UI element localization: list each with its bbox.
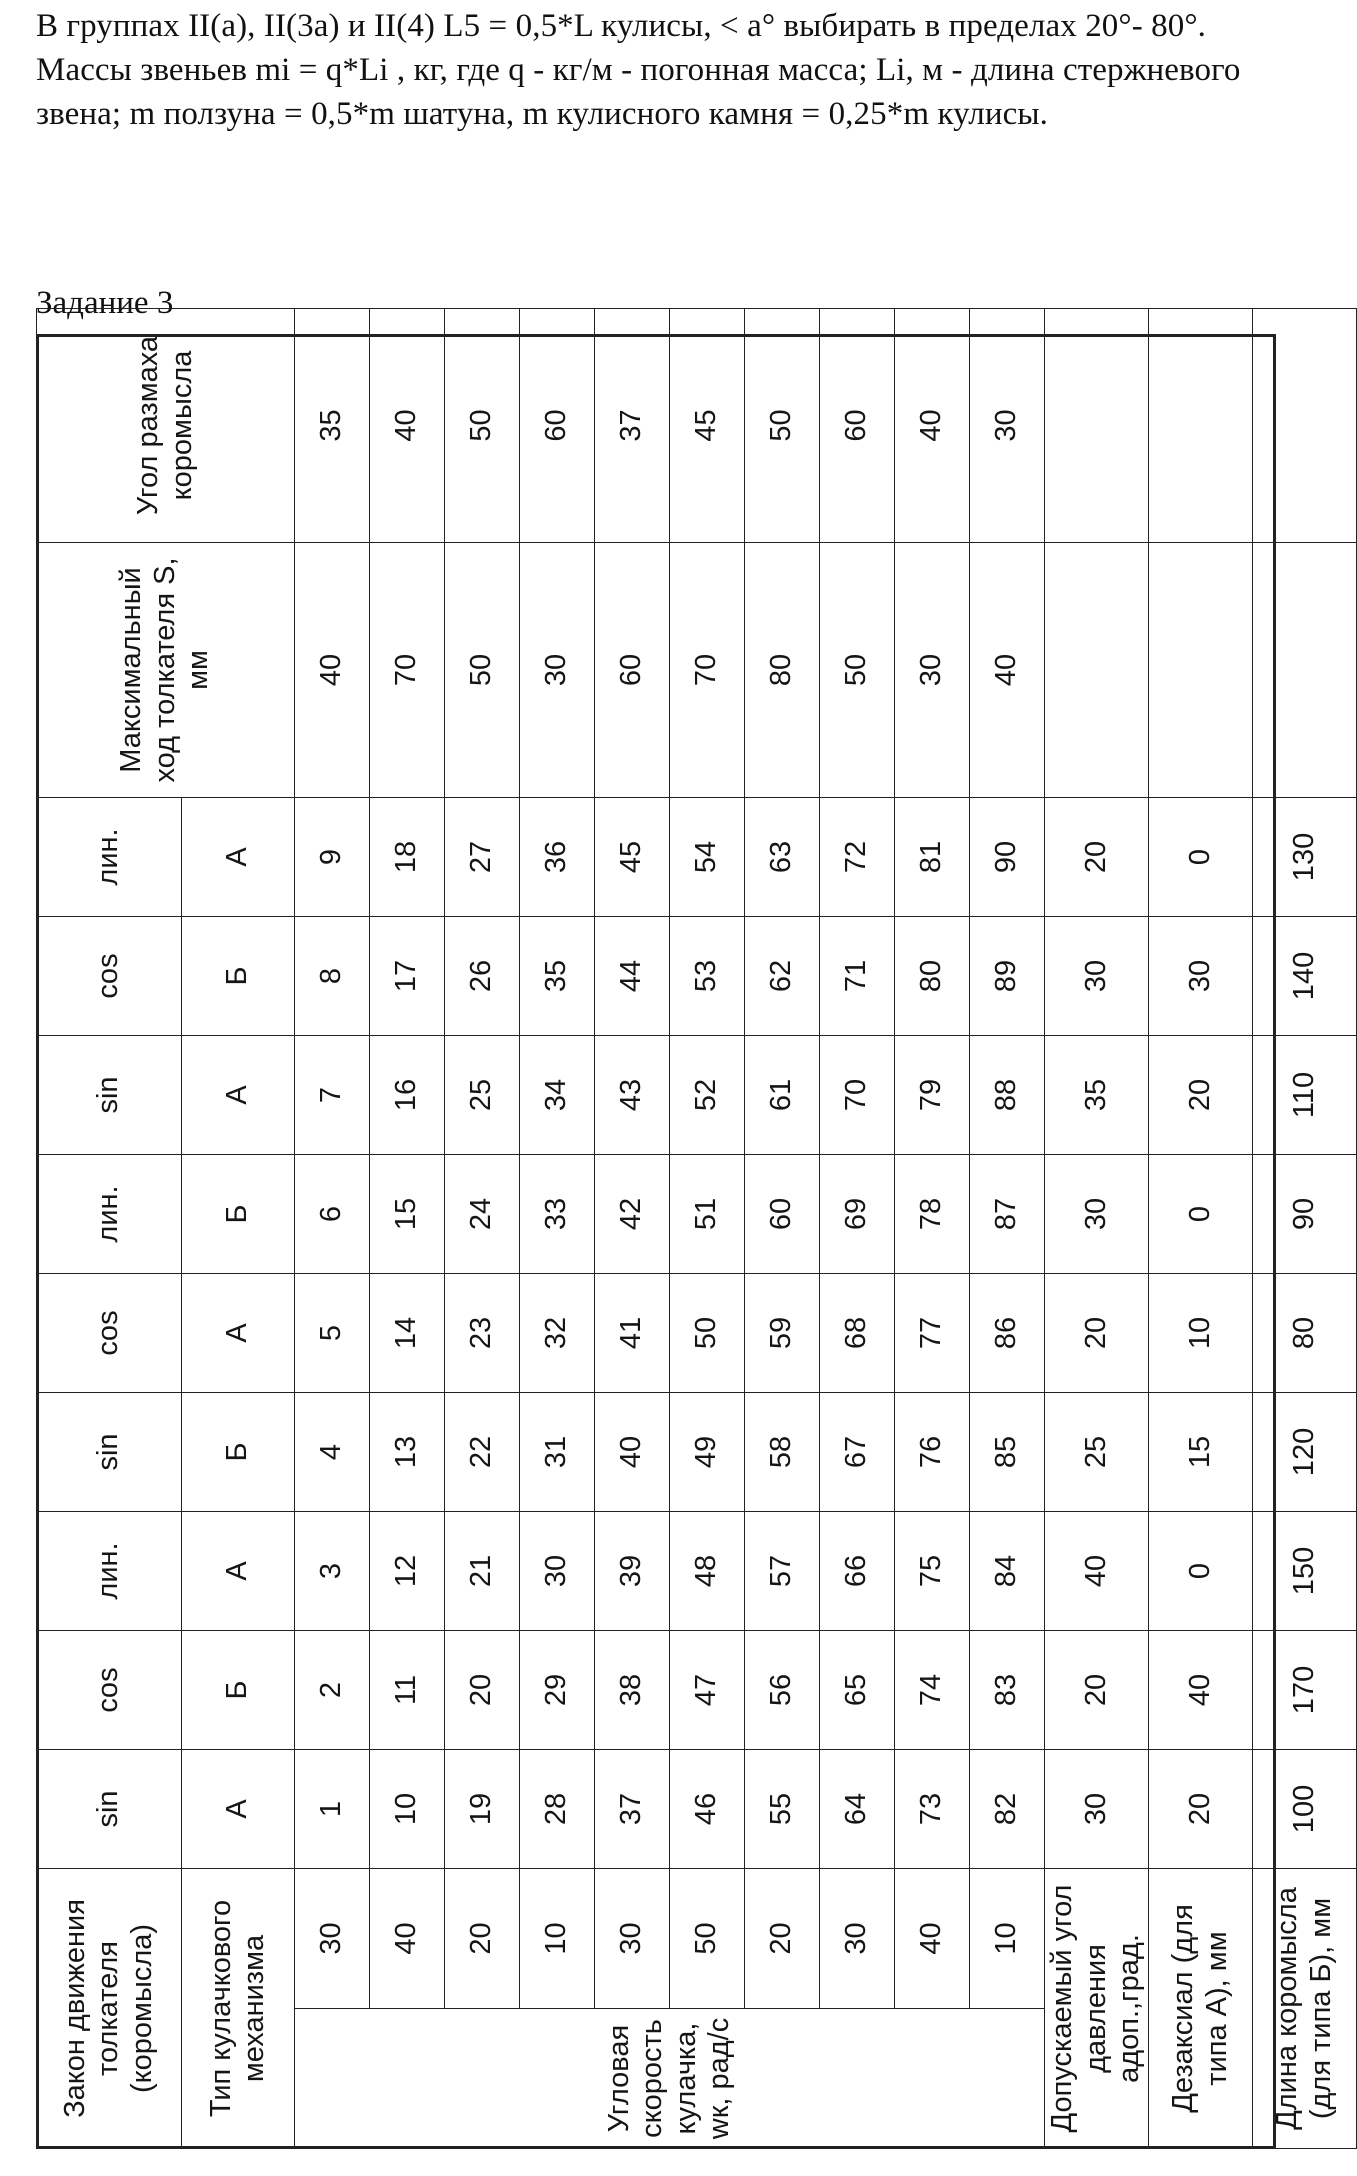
variant-cell: 34 [520, 1035, 595, 1154]
variant-cell: 48 [670, 1511, 745, 1630]
variant-cell: 85 [970, 1392, 1045, 1511]
type-cell: А [182, 1035, 295, 1154]
footer-label: Допускаемый угол давления aдоп.,град. [1045, 1868, 1149, 2148]
angle-cell: 60 [820, 308, 895, 542]
type-cell: Б [182, 916, 295, 1035]
law-cell: cos [37, 1273, 182, 1392]
variant-cell: 9 [295, 797, 370, 916]
variant-cell: 10 [370, 1749, 445, 1868]
variant-cell: 19 [445, 1749, 520, 1868]
variant-cell: 56 [745, 1630, 820, 1749]
footer-cell: 30 [1045, 916, 1149, 1035]
variant-cell: 2 [295, 1630, 370, 1749]
footer-cell: 40 [1149, 1630, 1253, 1749]
variant-cell: 24 [445, 1154, 520, 1273]
speed-cell: 40 [370, 1868, 445, 2008]
variant-cell: 20 [445, 1630, 520, 1749]
variant-cell: 21 [445, 1511, 520, 1630]
variant-cell: 84 [970, 1511, 1045, 1630]
variant-cell: 44 [595, 916, 670, 1035]
variant-cell: 52 [670, 1035, 745, 1154]
speed-cell: 50 [670, 1868, 745, 2008]
variant-cell: 49 [670, 1392, 745, 1511]
angle-cell: 30 [970, 308, 1045, 542]
speed-cell: 30 [295, 1868, 370, 2008]
angle-cell: 50 [445, 308, 520, 542]
variant-cell: 53 [670, 916, 745, 1035]
footer-cell: 15 [1149, 1392, 1253, 1511]
speed-cell: 20 [745, 1868, 820, 2008]
speed-cell: 10 [520, 1868, 595, 2008]
type-cell: Б [182, 1392, 295, 1511]
table-row [745, 308, 820, 2148]
law-cell: cos [37, 916, 182, 1035]
variant-cell: 75 [895, 1511, 970, 1630]
variant-cell: 29 [520, 1630, 595, 1749]
footer-cell: 140 [1253, 916, 1357, 1035]
variant-cell: 26 [445, 916, 520, 1035]
footer-cell: 120 [1253, 1392, 1357, 1511]
table-row [445, 308, 520, 2148]
footer-cell: 0 [1149, 1511, 1253, 1630]
speed-cell: 20 [445, 1868, 520, 2008]
footer-cell: 20 [1045, 797, 1149, 916]
variant-cell: 17 [370, 916, 445, 1035]
variant-cell: 60 [745, 1154, 820, 1273]
footer-cell: 20 [1045, 1273, 1149, 1392]
footer-cell: 100 [1253, 1749, 1357, 1868]
variant-cell: 70 [820, 1035, 895, 1154]
variant-cell: 69 [820, 1154, 895, 1273]
law-cell: лин. [37, 1511, 182, 1630]
variant-cell: 80 [895, 916, 970, 1035]
variant-cell: 78 [895, 1154, 970, 1273]
table-row [295, 308, 370, 2148]
angle-cell: 35 [295, 308, 370, 542]
law-cell: лин. [37, 797, 182, 916]
variant-cell: 73 [895, 1749, 970, 1868]
stroke-cell: 60 [595, 542, 670, 797]
variant-cell: 31 [520, 1392, 595, 1511]
type-cell: А [182, 1511, 295, 1630]
type-cell: Б [182, 1630, 295, 1749]
variant-cell: 72 [820, 797, 895, 916]
angle-cell: 40 [370, 308, 445, 542]
table-row [595, 308, 670, 2148]
footer-cell: 0 [1149, 797, 1253, 916]
type-cell: А [182, 1749, 295, 1868]
table-row [1149, 308, 1253, 2148]
stroke-cell: 40 [970, 542, 1045, 797]
speed-label: Угловая скорость кулачка, wк, рад/с [295, 2009, 1045, 2149]
variant-cell: 23 [445, 1273, 520, 1392]
variant-cell: 39 [595, 1511, 670, 1630]
speed-cell: 40 [895, 1868, 970, 2008]
variant-cell: 64 [820, 1749, 895, 1868]
task-title: Задание 3 [36, 285, 174, 321]
variant-cell: 27 [445, 797, 520, 916]
variant-cell: 50 [670, 1273, 745, 1392]
stroke-header: Максимальный ход толкателя S, мм [37, 542, 295, 797]
type-header: Тип кулачкового механизма [182, 1868, 295, 2148]
speed-cell: 30 [595, 1868, 670, 2008]
footer-cell: 0 [1149, 1154, 1253, 1273]
variant-cell: 32 [520, 1273, 595, 1392]
variant-cell: 51 [670, 1154, 745, 1273]
variant-cell: 79 [895, 1035, 970, 1154]
angle-cell: 40 [895, 308, 970, 542]
variant-cell: 54 [670, 797, 745, 916]
variant-cell: 63 [745, 797, 820, 916]
angle-cell: 37 [595, 308, 670, 542]
table-row [670, 308, 745, 2148]
variant-cell: 7 [295, 1035, 370, 1154]
law-cell: лин. [37, 1154, 182, 1273]
variant-cell: 13 [370, 1392, 445, 1511]
variant-cell: 5 [295, 1273, 370, 1392]
law-cell: sin [37, 1392, 182, 1511]
task-table [36, 308, 1357, 2149]
variant-cell: 25 [445, 1035, 520, 1154]
variant-cell: 14 [370, 1273, 445, 1392]
footer-cell: 20 [1149, 1749, 1253, 1868]
table-row [895, 308, 970, 2148]
variant-cell: 28 [520, 1749, 595, 1868]
variant-cell: 55 [745, 1749, 820, 1868]
footer-label: Дезаксиал (для типа А), мм [1149, 1868, 1253, 2148]
variant-cell: 88 [970, 1035, 1045, 1154]
table-row [970, 308, 1045, 2148]
empty-cell [1149, 308, 1253, 542]
variant-cell: 45 [595, 797, 670, 916]
table-row [1253, 308, 1357, 2148]
variant-cell: 83 [970, 1630, 1045, 1749]
variant-cell: 62 [745, 916, 820, 1035]
stroke-cell: 30 [895, 542, 970, 797]
empty-cell [1253, 308, 1357, 542]
variant-cell: 67 [820, 1392, 895, 1511]
footer-cell: 80 [1253, 1273, 1357, 1392]
table-row [520, 308, 595, 2148]
footer-cell: 40 [1045, 1511, 1149, 1630]
speed-cell: 10 [970, 1868, 1045, 2008]
variant-cell: 59 [745, 1273, 820, 1392]
type-cell: Б [182, 1154, 295, 1273]
variant-cell: 81 [895, 797, 970, 916]
angle-header: Угол размаха коромысла [37, 308, 295, 542]
variant-cell: 74 [895, 1630, 970, 1749]
stroke-cell: 50 [445, 542, 520, 797]
angle-cell: 50 [745, 308, 820, 542]
variant-cell: 82 [970, 1749, 1045, 1868]
footer-cell: 10 [1149, 1273, 1253, 1392]
footer-cell: 90 [1253, 1154, 1357, 1273]
footer-cell: 35 [1045, 1035, 1149, 1154]
variant-cell: 90 [970, 797, 1045, 916]
empty-cell [1045, 542, 1149, 797]
empty-cell [1149, 542, 1253, 797]
footer-cell: 25 [1045, 1392, 1149, 1511]
footer-cell: 110 [1253, 1035, 1357, 1154]
empty-cell [1253, 542, 1357, 797]
variant-cell: 89 [970, 916, 1045, 1035]
footer-cell: 30 [1045, 1154, 1149, 1273]
task-table-frame [36, 309, 1337, 2149]
footer-cell: 20 [1045, 1630, 1149, 1749]
variant-cell: 11 [370, 1630, 445, 1749]
variant-cell: 46 [670, 1749, 745, 1868]
variant-cell: 8 [295, 916, 370, 1035]
table-row [37, 308, 182, 2148]
variant-cell: 87 [970, 1154, 1045, 1273]
variant-cell: 42 [595, 1154, 670, 1273]
empty-cell [1045, 308, 1149, 542]
variant-cell: 40 [595, 1392, 670, 1511]
variant-cell: 43 [595, 1035, 670, 1154]
stroke-cell: 50 [820, 542, 895, 797]
variant-cell: 33 [520, 1154, 595, 1273]
variant-cell: 77 [895, 1273, 970, 1392]
law-cell: sin [37, 1035, 182, 1154]
variant-cell: 3 [295, 1511, 370, 1630]
variant-cell: 12 [370, 1511, 445, 1630]
variant-cell: 86 [970, 1273, 1045, 1392]
footer-cell: 130 [1253, 797, 1357, 916]
footer-cell: 20 [1149, 1035, 1253, 1154]
angle-cell: 60 [520, 308, 595, 542]
footer-cell: 30 [1045, 1749, 1149, 1868]
variant-cell: 68 [820, 1273, 895, 1392]
intro-paragraph: В группах II(a), II(3a) и II(4) L5 = 0,5*L кулисы, < a° выбирать в пределах 20°- 80°. Массы звеньев mi = q*Li , кг, где q - кг/м - погонная масса; Li, м - длина стержневого звена; m ползуна = 0,5*m шатуна, m кулисного камня = 0,25*m кулисы. [36, 8, 1241, 132]
stroke-cell: 40 [295, 542, 370, 797]
variant-cell: 47 [670, 1630, 745, 1749]
variant-cell: 18 [370, 797, 445, 916]
footer-cell: 150 [1253, 1511, 1357, 1630]
type-cell: А [182, 797, 295, 916]
variant-cell: 1 [295, 1749, 370, 1868]
variant-cell: 4 [295, 1392, 370, 1511]
variant-cell: 71 [820, 916, 895, 1035]
law-cell: cos [37, 1630, 182, 1749]
variant-cell: 30 [520, 1511, 595, 1630]
variant-cell: 6 [295, 1154, 370, 1273]
type-cell: А [182, 1273, 295, 1392]
variant-cell: 66 [820, 1511, 895, 1630]
law-cell: sin [37, 1749, 182, 1868]
stroke-cell: 80 [745, 542, 820, 797]
footer-cell: 30 [1149, 916, 1253, 1035]
variant-cell: 57 [745, 1511, 820, 1630]
table-row [370, 308, 445, 2148]
stroke-cell: 70 [670, 542, 745, 797]
stroke-cell: 70 [370, 542, 445, 797]
variant-cell: 22 [445, 1392, 520, 1511]
variant-cell: 36 [520, 797, 595, 916]
table-row [1045, 308, 1149, 2148]
variant-cell: 16 [370, 1035, 445, 1154]
table-row [820, 308, 895, 2148]
variant-cell: 76 [895, 1392, 970, 1511]
variant-cell: 65 [820, 1630, 895, 1749]
variant-cell: 58 [745, 1392, 820, 1511]
footer-cell: 170 [1253, 1630, 1357, 1749]
variant-cell: 61 [745, 1035, 820, 1154]
variant-cell: 35 [520, 916, 595, 1035]
law-header: Закон движения толкателя (коромысла) [37, 1868, 182, 2148]
angle-cell: 45 [670, 308, 745, 542]
variant-cell: 15 [370, 1154, 445, 1273]
variant-cell: 41 [595, 1273, 670, 1392]
variant-cell: 38 [595, 1630, 670, 1749]
stroke-cell: 30 [520, 542, 595, 797]
variant-cell: 37 [595, 1749, 670, 1868]
footer-label: Длина коромысла (для типа Б), мм [1253, 1868, 1357, 2148]
speed-cell: 30 [820, 1868, 895, 2008]
